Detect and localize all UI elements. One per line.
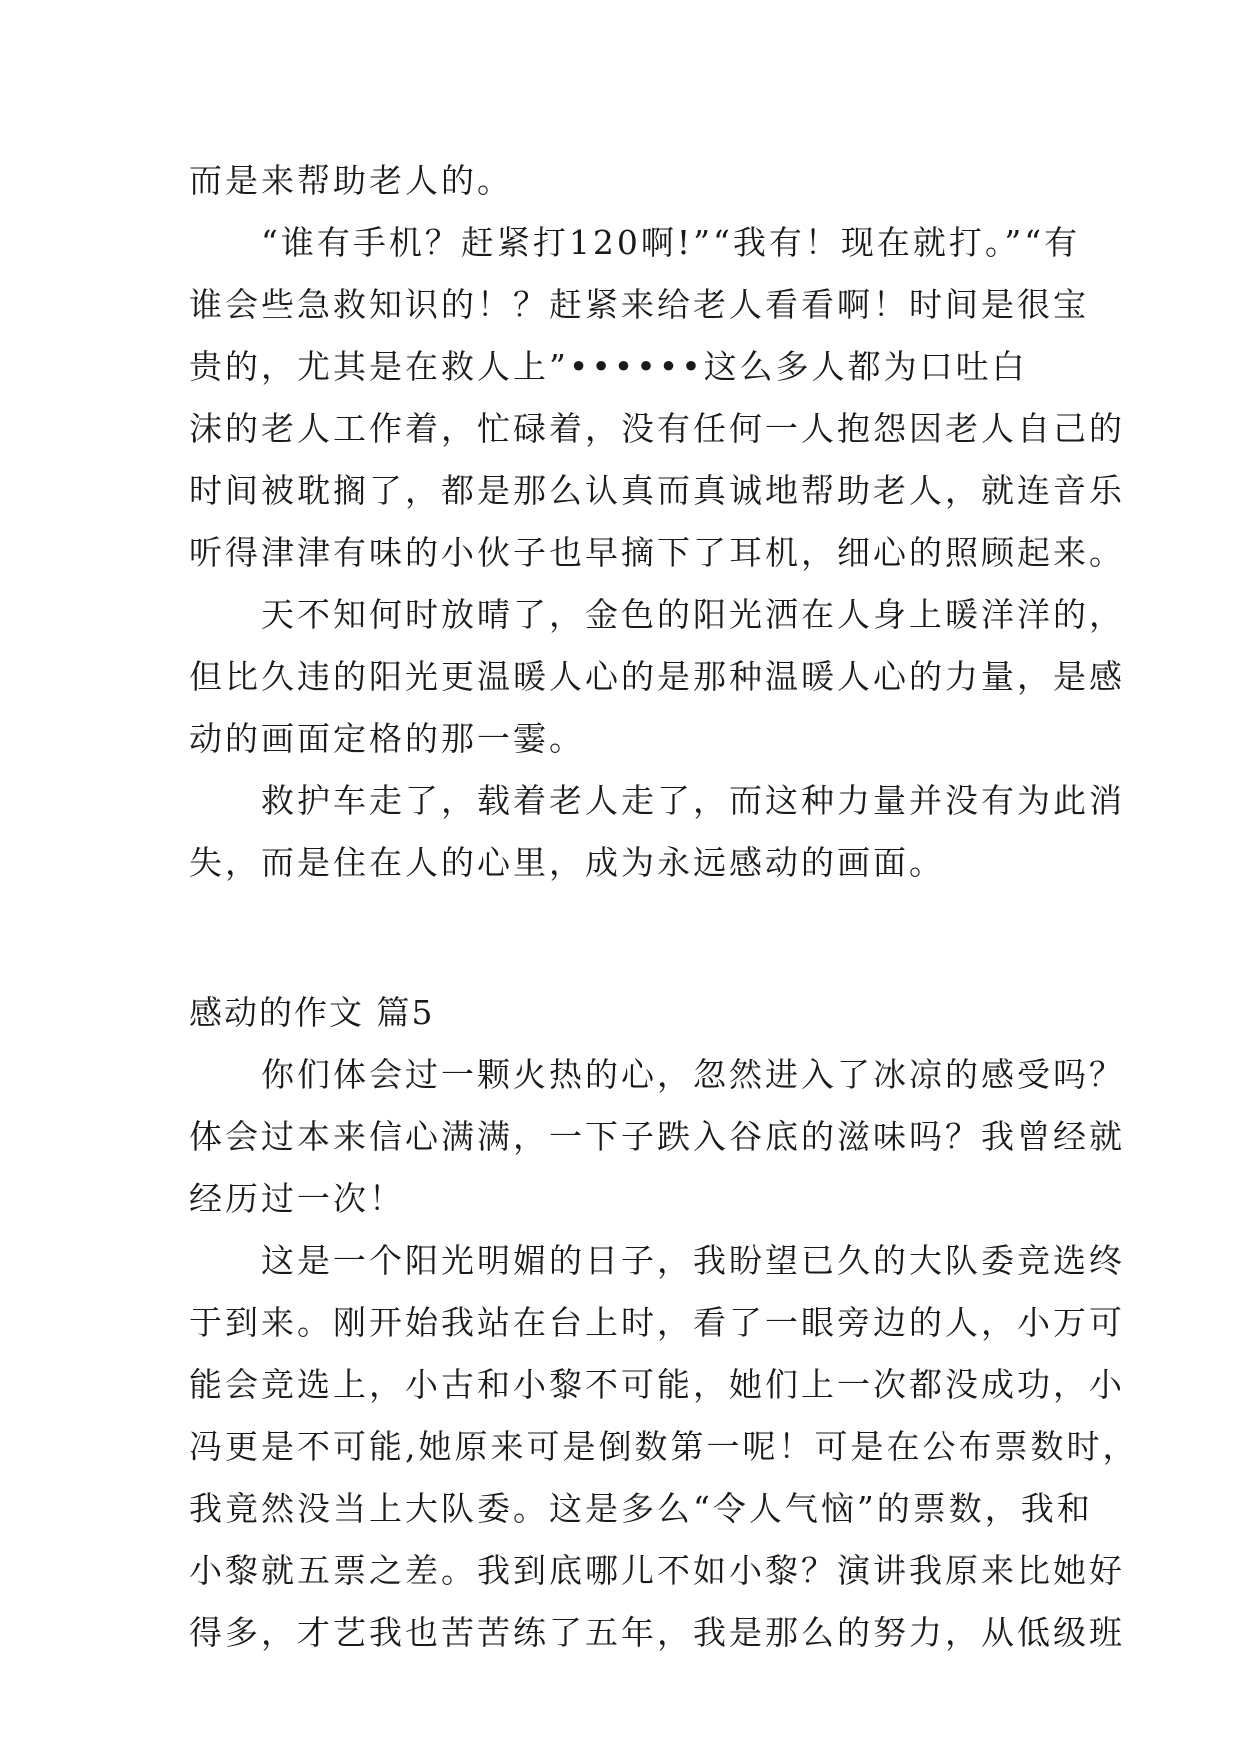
text-line: 我竟然没当上大队委。这是多么“令人气恼”的票数，我和 — [189, 1489, 1093, 1528]
text-line: 但比久违的阳光更温暖人心的是那种温暖人心的力量，是感 — [189, 657, 1125, 696]
paragraph — [189, 1044, 1125, 1230]
text-line: 能会竞选上，小古和小黎不可能，她们上一次都没成功，小 — [189, 1365, 1125, 1404]
paragraph — [189, 584, 1125, 770]
section-heading: 感动的作文 篇5 — [189, 993, 435, 1032]
text-line: 时间被耽搁了，都是那么认真而真诚地帮助老人，就连音乐 — [189, 471, 1125, 510]
text-line: 冯更是不可能,她原来可是倒数第一呢！可是在公布票数时， — [189, 1427, 1139, 1466]
document-body — [189, 150, 1139, 1664]
text-line: 小黎就五票之差。我到底哪儿不如小黎？演讲我原来比她好 — [189, 1551, 1125, 1590]
text-line: 你们体会过一颗火热的心，忽然进入了冰凉的感受吗？ — [261, 1055, 1125, 1094]
paragraph — [189, 212, 1125, 584]
text-line: 这是一个阳光明媚的日子，我盼望已久的大队委竞选终 — [261, 1241, 1125, 1280]
text-line: 而是来帮助老人的。 — [189, 161, 513, 200]
paragraph — [189, 1230, 1139, 1664]
paragraph-continuation — [189, 150, 1069, 212]
text-line: 得多，才艺我也苦苦练了五年，我是那么的努力，从低级班 — [189, 1613, 1125, 1652]
text-line: 天不知何时放晴了，金色的阳光洒在人身上暖洋洋的， — [261, 595, 1125, 634]
text-line: “谁有手机？赶紧打120啊!”“我有！现在就打。”“有 — [261, 223, 1081, 262]
text-line: 听得津津有味的小伙子也早摘下了耳机，细心的照顾起来。 — [189, 533, 1125, 572]
text-line: 体会过本来信心满满，一下子跌入谷底的滋味吗？我曾经就 — [189, 1117, 1125, 1156]
text-line: 谁会些急救知识的！？赶紧来给老人看看啊！时间是很宝 — [189, 285, 1089, 324]
paragraph — [189, 770, 1125, 894]
text-line: 于到来。刚开始我站在台上时，看了一眼旁边的人，小万可 — [189, 1303, 1125, 1342]
text-line: 动的画面定格的那一霎。 — [189, 719, 585, 758]
text-line: 贵的，尤其是在救人上”••••••这么多人都为口吐白 — [189, 347, 1028, 386]
section-gap — [189, 894, 1069, 982]
text-line: 经历过一次！ — [189, 1179, 405, 1218]
text-line: 沫的老人工作着，忙碌着，没有任何一人抱怨因老人自己的 — [189, 409, 1125, 448]
text-line: 救护车走了，载着老人走了，而这种力量并没有为此消 — [261, 781, 1125, 820]
text-line: 失，而是住在人的心里，成为永远感动的画面。 — [189, 843, 945, 882]
